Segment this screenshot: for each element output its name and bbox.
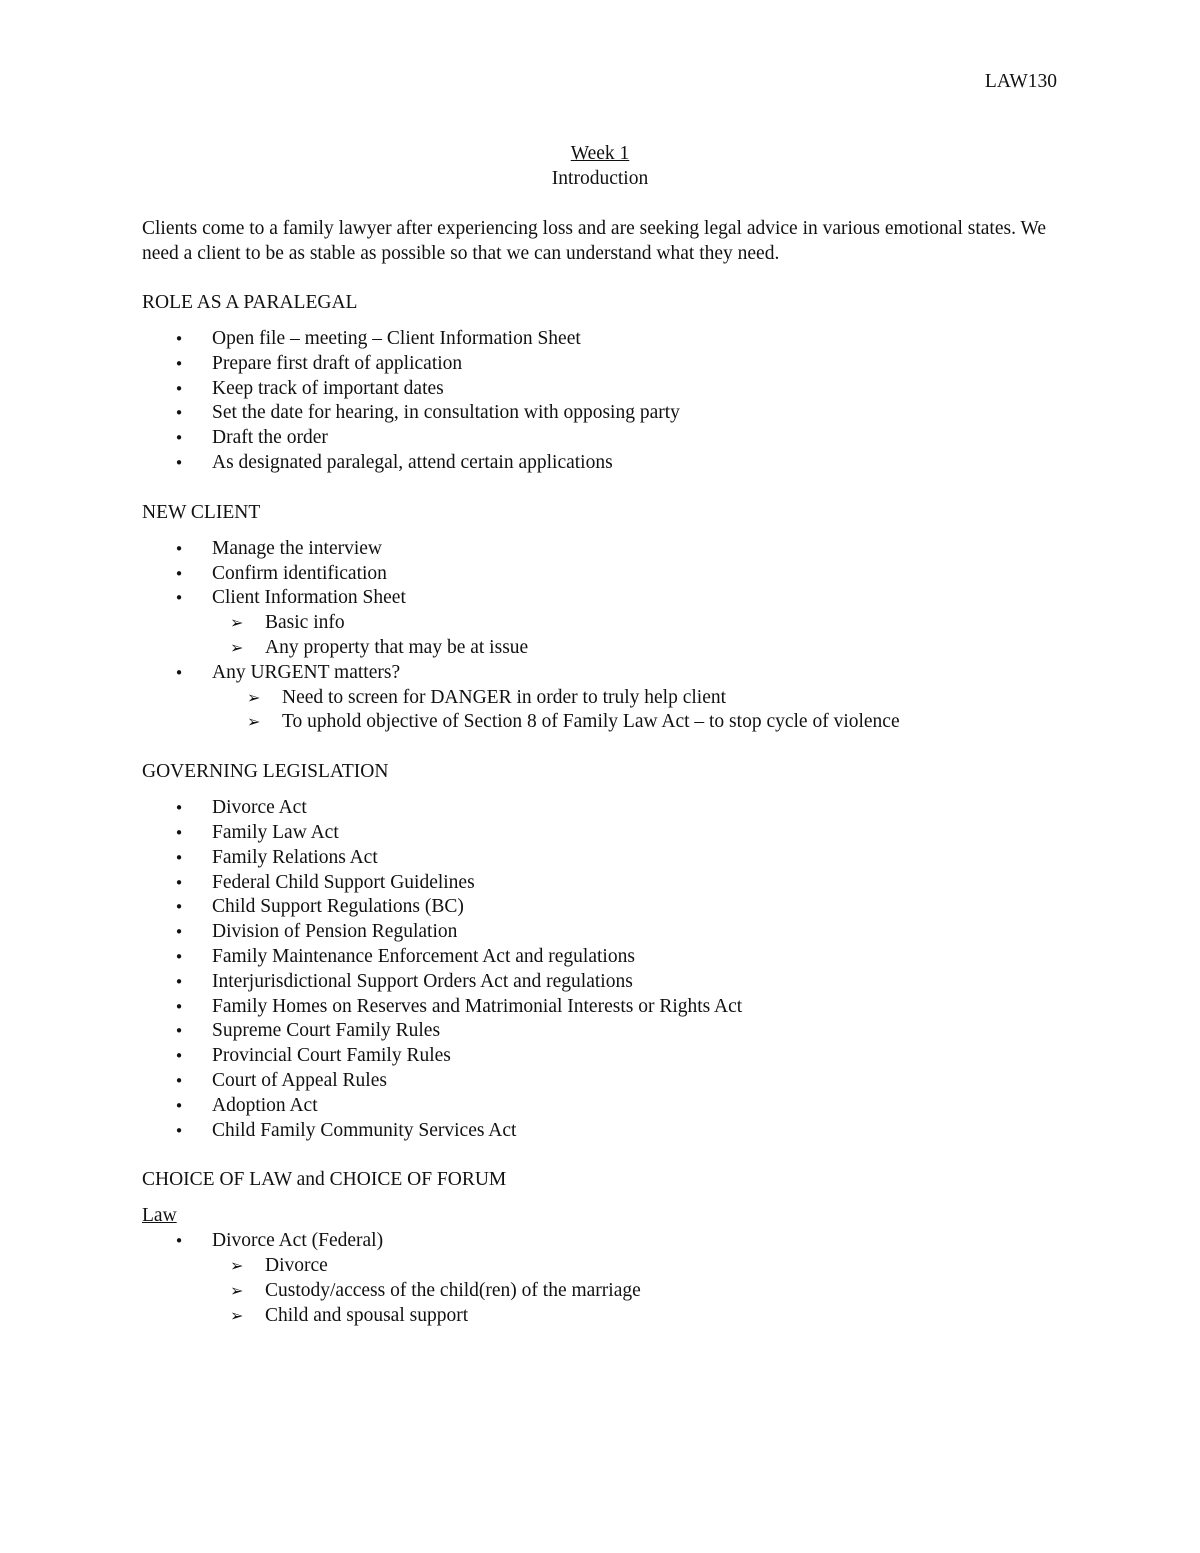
section-heading-choice: CHOICE OF LAW and CHOICE OF FORUM — [142, 1169, 507, 1191]
arrow-bullet-icon: ➢ — [230, 613, 244, 633]
list-item: • Child Support Regulations (BC) — [142, 895, 1062, 920]
bullet-icon: • — [174, 848, 184, 867]
list-item: • As designated paralegal, attend certain applications — [142, 451, 1062, 476]
choice-law-list — [142, 1229, 1062, 1328]
list-item: • Manage the interview — [142, 537, 1062, 562]
sub-list-item: ➢ To uphold objective of Section 8 of Family Law Act – to stop cycle of violence — [212, 710, 1062, 735]
document-title — [0, 142, 1200, 191]
law-subheading: Law — [142, 1205, 177, 1227]
bullet-icon: • — [174, 1096, 184, 1115]
client-sheet-sublist — [212, 611, 1062, 661]
list-item: • Child Family Community Services Act — [142, 1119, 1062, 1144]
bullet-icon: • — [174, 898, 184, 917]
divorce-act-sublist — [212, 1254, 1062, 1328]
arrow-bullet-icon: ➢ — [247, 687, 261, 707]
arrow-bullet-icon: ➢ — [230, 1280, 244, 1300]
list-item: • Divorce Act — [142, 796, 1062, 821]
bullet-icon: • — [174, 564, 184, 583]
bullet-icon: • — [174, 663, 184, 682]
list-item: • Confirm identification — [142, 562, 1062, 587]
list-item: • Interjurisdictional Support Orders Act and regulations — [142, 970, 1062, 995]
bullet-icon: • — [174, 823, 184, 842]
bullet-icon: • — [174, 799, 184, 818]
week-subtitle: Introduction — [551, 167, 649, 189]
arrow-bullet-icon: ➢ — [247, 712, 261, 732]
list-item: • Prepare first draft of application — [142, 352, 1062, 377]
list-item: • Federal Child Support Guidelines — [142, 871, 1062, 896]
arrow-bullet-icon: ➢ — [230, 637, 244, 657]
bullet-icon: • — [174, 404, 184, 423]
list-item: • Family Law Act — [142, 821, 1062, 846]
section-heading-new-client: NEW CLIENT — [142, 501, 261, 523]
list-item: • Family Relations Act — [142, 846, 1062, 871]
bullet-icon: • — [174, 873, 184, 892]
bullet-icon: • — [174, 539, 184, 558]
urgent-sublist — [212, 686, 1062, 736]
sub-list-item: ➢ Child and spousal support — [212, 1304, 1062, 1329]
sub-list-item: ➢ Divorce — [212, 1254, 1062, 1279]
bullet-icon: • — [174, 997, 184, 1016]
list-item: • Open file – meeting – Client Information Sheet — [142, 327, 1062, 352]
list-item: • Divorce Act (Federal) ➢ Divorce ➢ Custody/access of the child(ren) of the marriage ➢ Child and spousal support — [142, 1229, 1062, 1328]
bullet-icon: • — [174, 1047, 184, 1066]
new-client-list — [142, 537, 1062, 735]
bullet-icon: • — [174, 947, 184, 966]
list-item: • Any URGENT matters? ➢ Need to screen for DANGER in order to truly help client ➢ To uphold objective of Section 8 of Family Law Act – to stop cycle of violence — [142, 661, 1062, 735]
bullet-icon: • — [174, 429, 184, 448]
bullet-icon: • — [174, 1071, 184, 1090]
list-item: • Provincial Court Family Rules — [142, 1044, 1062, 1069]
sub-list-item: ➢ Custody/access of the child(ren) of the marriage — [212, 1279, 1062, 1304]
intro-paragraph: Clients come to a family lawyer after experiencing loss and are seeking legal advice in various emotional states. We need a client to be as stable as possible so that we can understand what they need. — [142, 218, 1046, 264]
bullet-icon: • — [174, 330, 184, 348]
list-item: • Keep track of important dates — [142, 377, 1062, 402]
sub-list-item: ➢ Basic info — [212, 611, 1062, 636]
bullet-icon: • — [174, 972, 184, 991]
bullet-icon: • — [174, 1022, 184, 1041]
document-body — [142, 216, 1062, 1352]
arrow-bullet-icon: ➢ — [230, 1255, 244, 1275]
list-item: • Set the date for hearing, in consultation with opposing party — [142, 401, 1062, 426]
sub-list-item: ➢ Need to screen for DANGER in order to truly help client — [212, 686, 1062, 711]
list-item: • Family Homes on Reserves and Matrimonial Interests or Rights Act — [142, 995, 1062, 1020]
bullet-icon: • — [174, 589, 184, 608]
week-heading: Week 1 — [570, 143, 630, 164]
sub-list-item: ➢ Any property that may be at issue — [212, 636, 1062, 661]
role-list — [142, 327, 1062, 476]
bullet-icon: • — [174, 1121, 184, 1140]
bullet-icon: • — [174, 1232, 184, 1251]
list-item: • Division of Pension Regulation — [142, 920, 1062, 945]
legislation-list — [142, 796, 1062, 1143]
bullet-icon: • — [174, 354, 184, 373]
section-heading-role: ROLE AS A PARALEGAL — [142, 292, 358, 313]
list-item: • Draft the order — [142, 426, 1062, 451]
list-item: • Client Information Sheet ➢ Basic info ➢ Any property that may be at issue — [142, 586, 1062, 660]
list-item: • Family Maintenance Enforcement Act and regulations — [142, 945, 1062, 970]
bullet-icon: • — [174, 923, 184, 942]
course-code: LAW130 — [984, 71, 1057, 92]
list-item: • Court of Appeal Rules — [142, 1069, 1062, 1094]
bullet-icon: • — [174, 379, 184, 398]
section-heading-legislation: GOVERNING LEGISLATION — [142, 761, 389, 783]
bullet-icon: • — [174, 453, 184, 472]
arrow-bullet-icon: ➢ — [230, 1305, 244, 1325]
list-item: • Supreme Court Family Rules — [142, 1019, 1062, 1044]
list-item: • Adoption Act — [142, 1094, 1062, 1119]
